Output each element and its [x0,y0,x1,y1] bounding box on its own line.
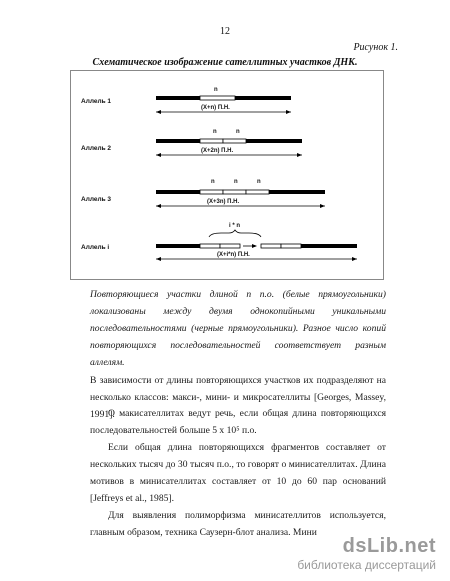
allele-i-length: (X+i*n) П.Н. [217,252,250,258]
repeat-unit [200,96,235,100]
paragraph-4: Для выявления полиморфизма минисателлитов используется, главным образом, техника Саузерн-блот анализа. Мини [90,510,386,538]
allele-1-length: (X+n) П.Н. [201,105,230,111]
allele-2 [81,129,302,157]
allele-3-length: (X+3n) П.Н. [207,199,240,205]
allele-1 [81,87,291,114]
allele-1-repeat-mark: n [214,87,218,93]
allele-3-label: Аллель 3 [81,196,112,203]
flank-left [156,96,200,100]
watermark-subtitle: библиотека диссертаций [297,558,436,572]
allele-2-length: (X+2n) П.Н. [201,148,234,154]
allele-3 [81,179,325,208]
repeat-unit [200,244,220,248]
repeat-unit [261,244,281,248]
flank-right [235,96,291,100]
watermark [297,535,436,572]
page-number: 12 [220,26,230,37]
repeat-unit [200,190,223,194]
repeat-unit [281,244,301,248]
repeat-unit [223,139,246,143]
paragraph-2: О макисателлитах ведут речь, если общая длина повторяющихся последовательностей больше 5 x 10⁵ п.о. [90,408,386,436]
figure-caption: Повторяющиеся участки длиной n п.о. (белые прямоугольники) локализованы между двумя однокопийными уникальными последовательностями (черные прямоугольники). Разное число копий повторяющихся последовательностей соответствует разным аллелям. [90,289,386,368]
brace [209,230,261,237]
repeat-unit [220,244,240,248]
repeat-unit [200,139,223,143]
allele-2-repeat-mark-1: n [213,129,217,135]
figure-label: Рисунок 1. [353,42,398,53]
watermark-logo: dsLib.net [342,535,436,557]
repeat-unit [246,190,269,194]
allele-3-repeat-mark-1: n [211,179,215,185]
allele-i-repeat-mark: i * n [229,223,241,229]
figure-box [70,70,384,280]
allele-2-repeat-mark-2: n [236,129,240,135]
allele-i-label: Аллель i [81,244,110,251]
allele-i [81,223,357,261]
paragraph-3: Если общая длина повторяющихся фрагментов составляет от нескольких тысяч до 30 тысяч п.о., то говорят о минисателлитах. Длина мотивов в минисателлитах составляет от 10 до 60 пар оснований [Jeffreys et al., 1985]. [90,442,386,504]
paragraph-1: В зависимости от длины повторяющихся участков их подразделяют на несколько классов: макси-, мини- и микросателлиты [Georges, Massey, 1991]. [90,375,386,420]
allele-2-label: Аллель 2 [81,145,112,152]
allele-3-repeat-mark-3: n [257,179,261,185]
allele-3-repeat-mark-2: n [234,179,238,185]
allele-diagram [71,71,383,279]
allele-1-label: Аллель 1 [81,98,112,105]
repeat-unit [223,190,246,194]
figure-title: Схематическое изображение сателлитных участков ДНК. [92,57,358,68]
